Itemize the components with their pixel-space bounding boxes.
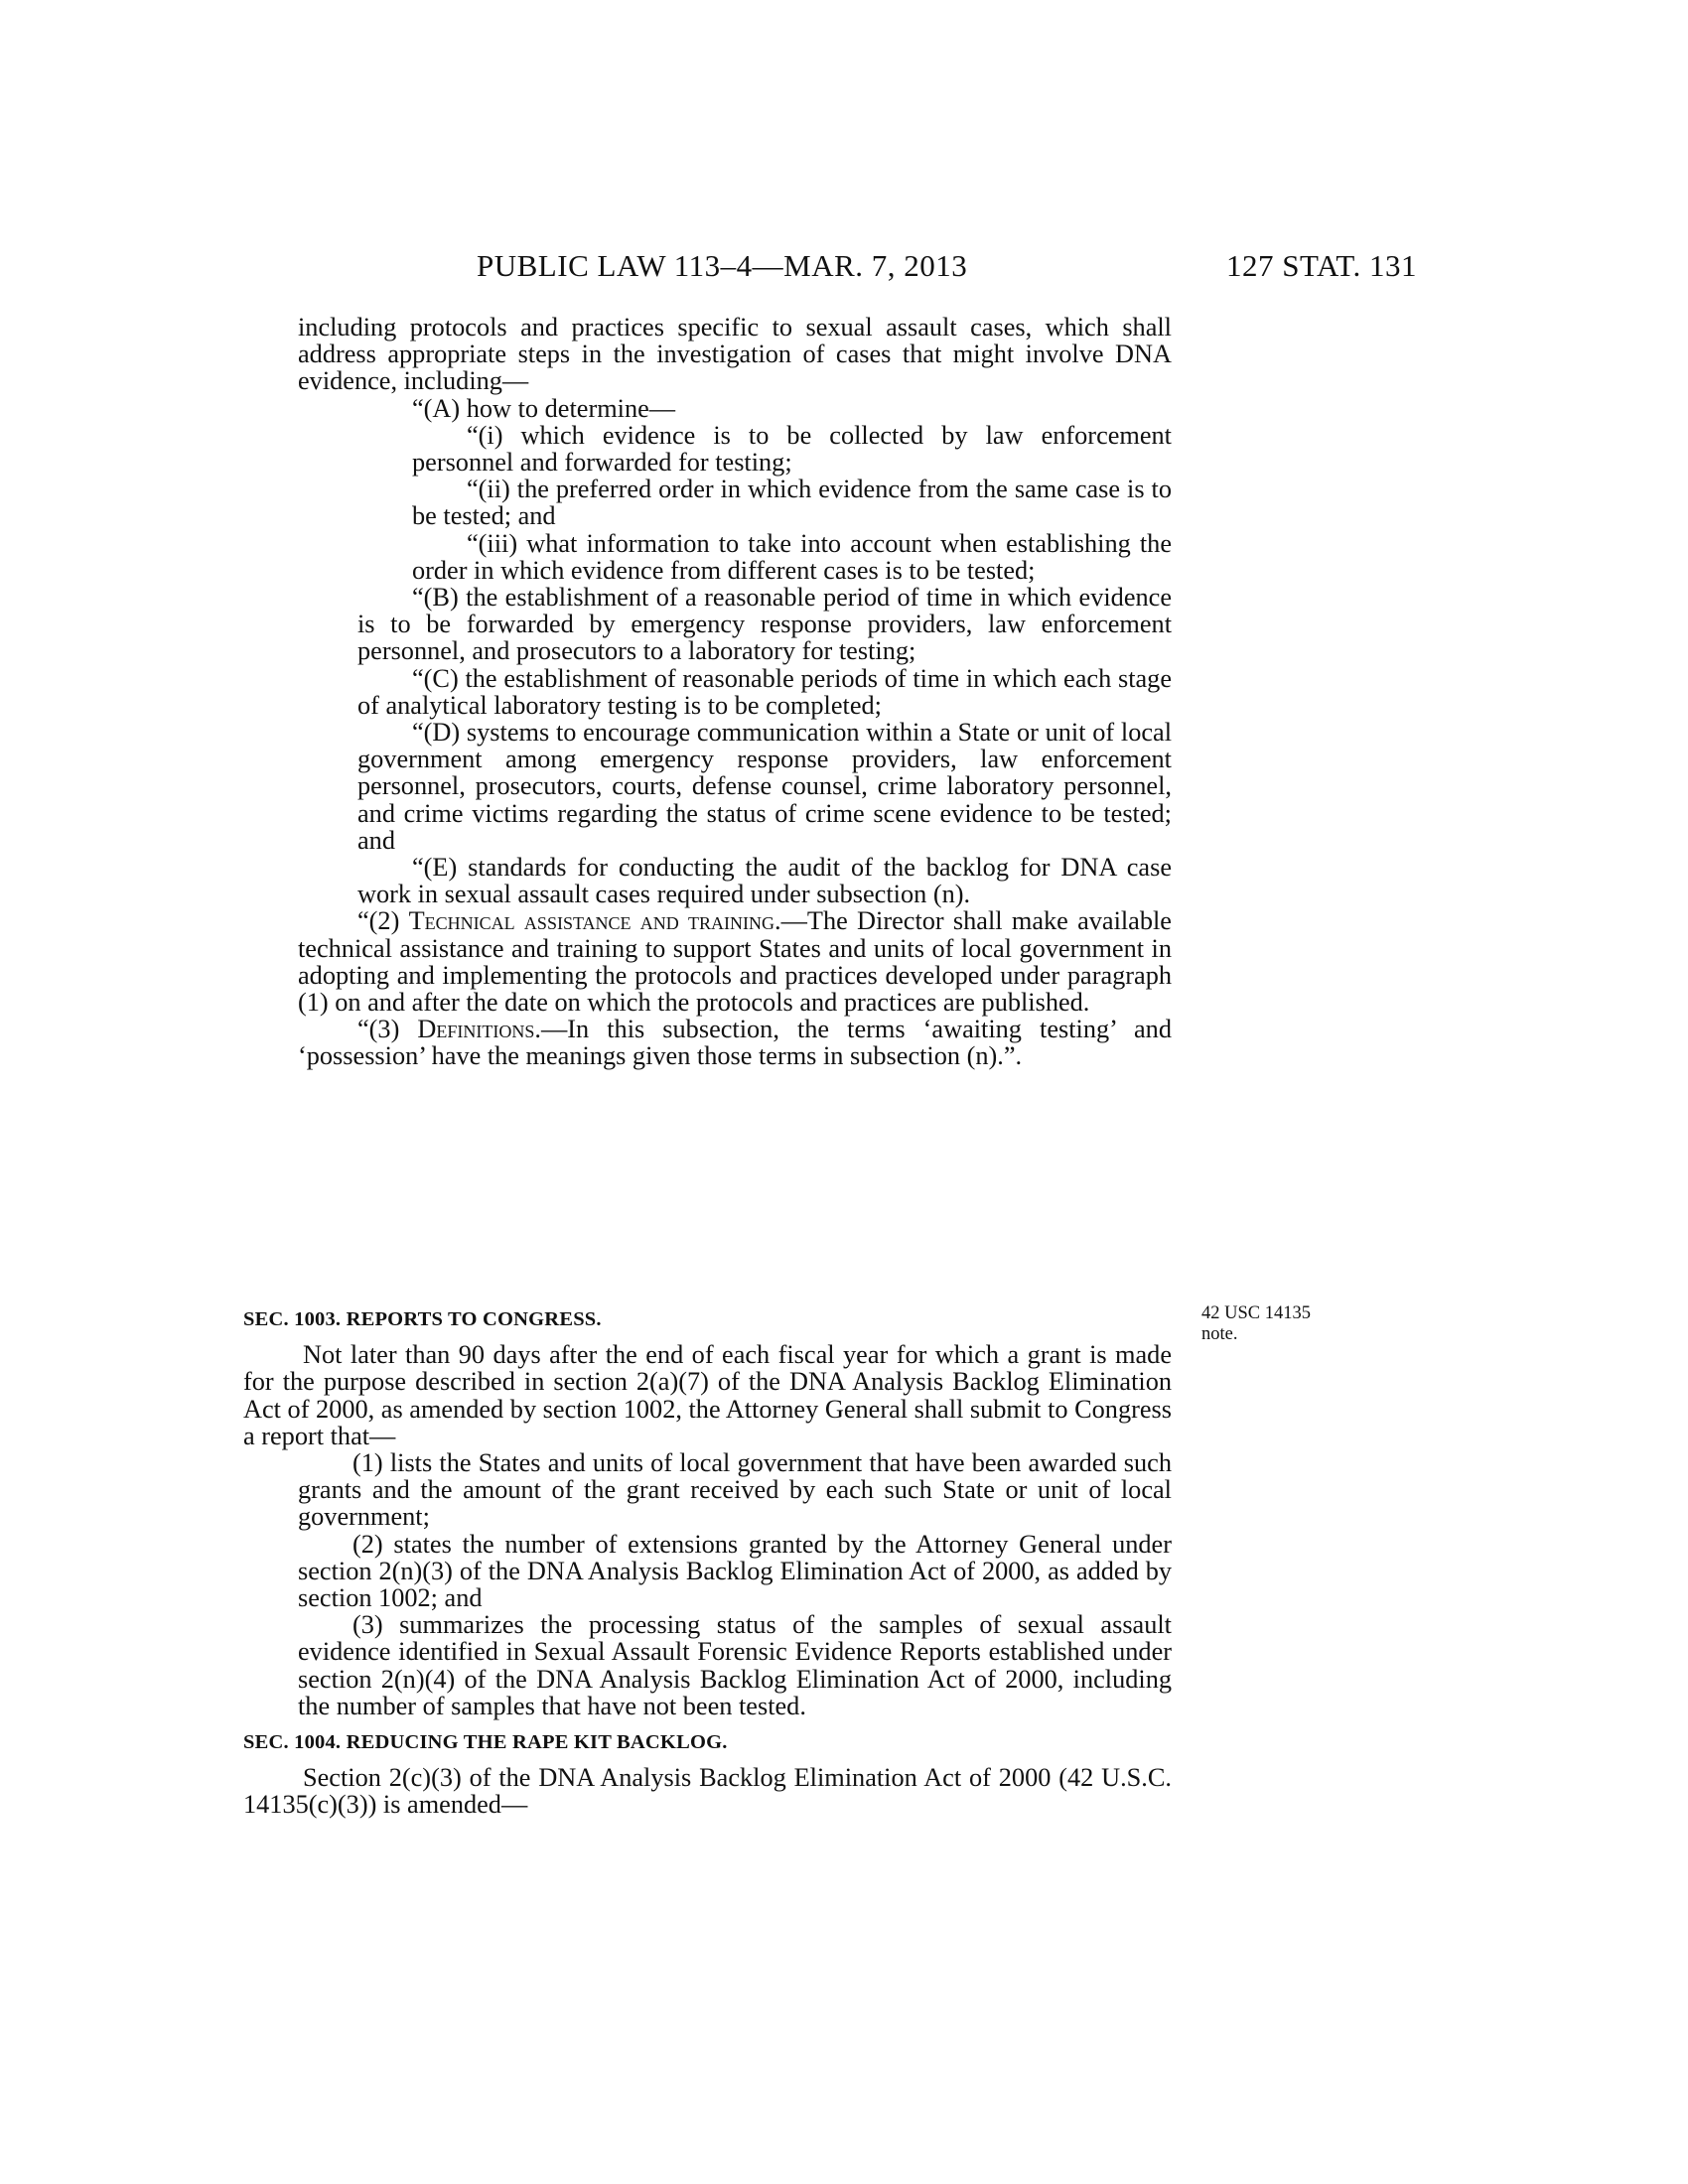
paragraph-2-text: .—The Director shall make available technical assistance and training to support States and units of local government in adopting and implementing the protocols and practices developed under paragraph (1) on and after the date on which the protocols and practices are published. [298,906,1172,1018]
paragraph-2 [298,907,1172,1016]
section-1003-item-3: (3) summarizes the processing status of the samples of sexual assault evidence identified in Sexual Assault Forensic Evidence Reports established under section 2(n)(4) of the DNA Analysis Backlog Elimination Act of 2000, including the number of samples that have not been tested. [298,1610,1172,1720]
margin-citation-note [1201,1303,1311,1345]
paragraph-3-heading: Definitions [417,1015,535,1044]
section-1004-paragraph: Section 2(c)(3) of the DNA Analysis Backlog Elimination Act of 2000 (42 U.S.C. 14135(c)(3)) is amended— [243,1763,1172,1820]
item-b: “(B) the establishment of a reasonable period of time in which evidence is to be forwarded by emergency response providers, law enforcement personnel, and prosecutors to a laboratory for testing; [357,583,1172,666]
page-stat-number: 127 STAT. 131 [1226,248,1418,283]
item-e: “(E) standards for conducting the audit of the backlog for DNA case work in sexual assault cases required under subsection (n). [357,853,1172,909]
item-a-i: “(i) which evidence is to be collected by law enforcement personnel and forwarded for testing; [412,420,1172,478]
paragraph-3-lead: “(3) [357,1015,418,1044]
item-d: “(D) systems to encourage communication within a State or unit of local government among emergency response providers, law enforcement personnel, prosecutors, courts, defense counsel, crime laboratory personnel, and crime victims regarding the status of crime scene evidence to be tested; and [357,718,1172,855]
item-a-ii: “(ii) the preferred order in which evidence from the same case is to be tested; and [412,475,1172,531]
margin-note-line-1: 42 USC 14135 [1201,1303,1311,1323]
section-1003-heading: SEC. 1003. REPORTS TO CONGRESS. [243,1308,602,1330]
item-c: “(C) the establishment of reasonable periods of time in which each stage of analytical laboratory testing is to be completed; [357,663,1172,720]
document-body-lower [243,1297,1172,1819]
document-body [298,314,1172,1070]
item-a-iii: “(iii) what information to take into account when establishing the order in which evidence from different cases is to be tested; [412,528,1172,585]
paragraph-3 [298,1016,1172,1069]
running-header-title: PUBLIC LAW 113–4—MAR. 7, 2013 [477,248,968,283]
paragraph-2-lead: “(2) [357,906,409,936]
section-1003-paragraph: Not later than 90 days after the end of each fiscal year for which a grant is made for the purpose described in section 2(a)(7) of the DNA Analysis Backlog Elimination Act of 2000, as amended by section 1002, the Attorney General shall submit to Congress a report that— [243,1340,1172,1450]
paragraph-2-heading: Technical assistance and training [408,906,775,936]
paragraph-continuation: including protocols and practices specific to sexual assault cases, which shall address appropriate steps in the investigation of cases that might involve DNA evidence, including— [298,313,1172,396]
section-1004-heading: SEC. 1004. REDUCING THE RAPE KIT BACKLOG. [243,1731,728,1754]
section-1003-item-2: (2) states the number of extensions granted by the Attorney General under section 2(n)(3) of the DNA Analysis Backlog Elimination Act of 2000, as added by section 1002; and [298,1529,1172,1613]
paragraph-3-text: .—In this subsection, the terms ‘awaiting testing’ and ‘possession’ have the meanings given those terms in subsection (n).”. [298,1015,1172,1071]
margin-note-line-2: note. [1201,1324,1238,1344]
item-a: “(A) how to determine— [412,393,676,423]
section-1003-item-1: (1) lists the States and units of local government that have been awarded such grants and the amount of the grant received by each such State or unit of local government; [298,1448,1172,1532]
